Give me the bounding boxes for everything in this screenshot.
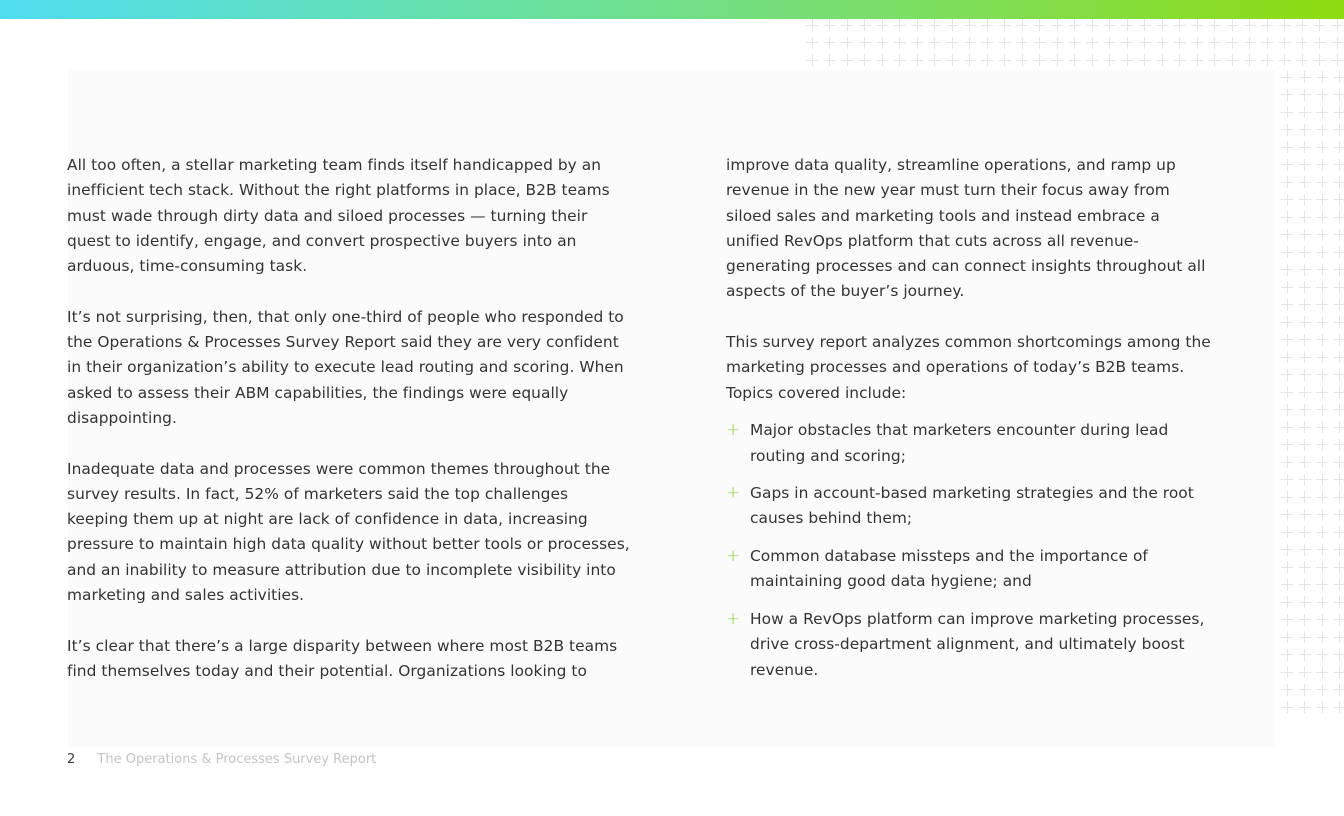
plus-pattern-glyph [1299, 684, 1311, 696]
plus-pattern-glyph [1316, 124, 1328, 136]
plus-pattern-glyph [1331, 54, 1343, 66]
plus-pattern-glyph [1261, 37, 1273, 49]
plus-pattern-glyph [1034, 54, 1046, 66]
plus-pattern-glyph [1281, 614, 1293, 626]
plus-pattern-glyph [1016, 54, 1028, 66]
plus-pattern-glyph [981, 37, 993, 49]
plus-pattern-glyph [1281, 141, 1293, 153]
plus-pattern-glyph [1174, 37, 1186, 49]
plus-pattern-glyph [1334, 421, 1344, 433]
plus-pattern-glyph [1334, 281, 1344, 293]
plus-pattern-glyph [1314, 37, 1326, 49]
plus-pattern-glyph [1334, 211, 1344, 223]
plus-pattern-glyph [1281, 474, 1293, 486]
plus-pattern-glyph [1281, 316, 1293, 328]
plus-pattern-glyph [841, 54, 853, 66]
plus-pattern-glyph [1299, 474, 1311, 486]
list-item-text: Major obstacles that marketers encounter during lead routing and scoring; [750, 421, 1169, 465]
plus-pattern-glyph [1334, 194, 1344, 206]
plus-pattern-glyph [1281, 194, 1293, 206]
plus-pattern-glyph [1316, 71, 1328, 83]
plus-pattern-glyph [1261, 19, 1273, 31]
plus-pattern-glyph [1281, 124, 1293, 136]
plus-pattern-glyph [1299, 596, 1311, 608]
plus-pattern-glyph [1334, 631, 1344, 643]
plus-pattern-glyph [1334, 299, 1344, 311]
plus-pattern-glyph [1334, 334, 1344, 346]
plus-pattern-glyph [1244, 19, 1256, 31]
plus-pattern-glyph [1069, 19, 1081, 31]
plus-pattern-glyph [1069, 37, 1081, 49]
plus-pattern-glyph [1299, 229, 1311, 241]
plus-pattern-glyph [1281, 561, 1293, 573]
plus-pattern-glyph [1261, 54, 1273, 66]
plus-pattern-glyph [1334, 456, 1344, 468]
plus-pattern-glyph [1281, 211, 1293, 223]
plus-pattern-glyph [1281, 649, 1293, 661]
plus-pattern-glyph [1299, 421, 1311, 433]
plus-pattern-glyph [999, 37, 1011, 49]
plus-pattern-glyph [1209, 19, 1221, 31]
plus-pattern-glyph [1316, 491, 1328, 503]
plus-pattern-glyph [1281, 526, 1293, 538]
plus-pattern-glyph [1334, 701, 1344, 713]
plus-pattern-glyph [1281, 684, 1293, 696]
plus-pattern-glyph [859, 19, 871, 31]
plus-pattern-glyph [1316, 211, 1328, 223]
plus-pattern-glyph [1279, 54, 1291, 66]
plus-pattern-glyph [1121, 37, 1133, 49]
plus-pattern-glyph [1316, 474, 1328, 486]
plus-pattern-glyph [1334, 264, 1344, 276]
plus-pattern-glyph [1316, 281, 1328, 293]
plus-pattern-glyph [1299, 246, 1311, 258]
plus-pattern-glyph [1316, 159, 1328, 171]
footer-document-title: The Operations & Processes Survey Report [97, 752, 377, 767]
plus-pattern-glyph [1281, 351, 1293, 363]
plus-pattern-glyph [1281, 596, 1293, 608]
plus-pattern-glyph [1334, 351, 1344, 363]
plus-pattern-glyph [1281, 666, 1293, 678]
plus-pattern-glyph [1299, 561, 1311, 573]
plus-icon: + [726, 483, 741, 504]
plus-pattern-glyph [1331, 19, 1343, 31]
plus-pattern-glyph [1191, 37, 1203, 49]
plus-pattern-glyph [1281, 386, 1293, 398]
plus-pattern-glyph [1316, 369, 1328, 381]
plus-pattern-glyph [1299, 351, 1311, 363]
plus-pattern-glyph [1316, 264, 1328, 276]
plus-pattern-glyph [1281, 176, 1293, 188]
plus-pattern-glyph [911, 19, 923, 31]
plus-pattern-glyph [1316, 246, 1328, 258]
plus-pattern-glyph [1051, 19, 1063, 31]
plus-pattern-glyph [876, 54, 888, 66]
plus-pattern-glyph [824, 54, 836, 66]
plus-pattern-glyph [1299, 526, 1311, 538]
plus-pattern-glyph [1334, 229, 1344, 241]
plus-pattern-glyph [1139, 37, 1151, 49]
plus-pattern-glyph [1334, 561, 1344, 573]
plus-pattern-glyph [1156, 37, 1168, 49]
plus-pattern-glyph [806, 19, 818, 31]
topics-list [726, 418, 1216, 683]
plus-pattern-glyph [1316, 456, 1328, 468]
plus-pattern-glyph [1314, 54, 1326, 66]
plus-pattern-glyph [1316, 561, 1328, 573]
list-item [726, 544, 1216, 595]
plus-pattern-glyph [1281, 246, 1293, 258]
plus-pattern-glyph [1279, 19, 1291, 31]
plus-pattern-glyph [1334, 369, 1344, 381]
plus-pattern-glyph [946, 37, 958, 49]
plus-pattern-glyph [894, 37, 906, 49]
plus-pattern-glyph [1334, 71, 1344, 83]
plus-pattern-glyph [1316, 89, 1328, 101]
list-item-text: Gaps in account-based marketing strategies and the root causes behind them; [750, 484, 1194, 528]
plus-pattern-glyph [1316, 596, 1328, 608]
plus-icon: + [726, 420, 741, 441]
plus-pattern-glyph [1334, 596, 1344, 608]
plus-pattern-glyph [1299, 456, 1311, 468]
plus-icon: + [726, 546, 741, 567]
plus-pattern-glyph [1281, 159, 1293, 171]
plus-pattern-glyph [1299, 369, 1311, 381]
plus-pattern-glyph [1299, 666, 1311, 678]
plus-pattern-glyph [1299, 579, 1311, 591]
plus-pattern-glyph [1299, 439, 1311, 451]
plus-pattern-glyph [1281, 89, 1293, 101]
plus-pattern-glyph [1281, 509, 1293, 521]
plus-pattern-glyph [1139, 54, 1151, 66]
plus-pattern-glyph [876, 19, 888, 31]
plus-pattern-glyph [1281, 404, 1293, 416]
plus-pattern-glyph [1281, 579, 1293, 591]
plus-pattern-glyph [1334, 246, 1344, 258]
plus-pattern-glyph [981, 19, 993, 31]
plus-pattern-glyph [1296, 37, 1308, 49]
plus-pattern-glyph [1316, 666, 1328, 678]
plus-pattern-glyph [1334, 614, 1344, 626]
plus-pattern-glyph [1334, 474, 1344, 486]
plus-pattern-glyph [1121, 54, 1133, 66]
plus-pattern-glyph [1209, 37, 1221, 49]
plus-pattern-glyph [999, 19, 1011, 31]
plus-pattern-glyph [1316, 421, 1328, 433]
plus-pattern-glyph [1299, 299, 1311, 311]
plus-pattern-glyph [1334, 684, 1344, 696]
plus-pattern-glyph [929, 19, 941, 31]
plus-pattern-glyph [1299, 701, 1311, 713]
plus-pattern-glyph [1281, 281, 1293, 293]
plus-pattern-glyph [1104, 37, 1116, 49]
plus-pattern-glyph [1281, 106, 1293, 118]
plus-pattern-glyph [1174, 19, 1186, 31]
page-number: 2 [67, 752, 76, 767]
plus-pattern-glyph [1316, 684, 1328, 696]
plus-pattern-glyph [1281, 421, 1293, 433]
plus-pattern-glyph [1104, 19, 1116, 31]
plus-pattern-glyph [1299, 264, 1311, 276]
plus-pattern-glyph [911, 37, 923, 49]
list-item-text: Common database missteps and the importance of maintaining good data hygiene; and [750, 547, 1148, 591]
list-item [726, 481, 1216, 532]
plus-pattern-glyph [946, 19, 958, 31]
plus-pattern-glyph [841, 19, 853, 31]
plus-pattern-glyph [1299, 316, 1311, 328]
plus-pattern-glyph [1316, 141, 1328, 153]
plus-pattern-glyph [1281, 334, 1293, 346]
plus-pattern-glyph [1316, 509, 1328, 521]
plus-pattern-glyph [1316, 194, 1328, 206]
plus-pattern-glyph [1316, 316, 1328, 328]
plus-pattern-glyph [1281, 299, 1293, 311]
plus-pattern-glyph [1299, 491, 1311, 503]
plus-pattern-glyph [1334, 386, 1344, 398]
plus-pattern-glyph [1299, 509, 1311, 521]
plus-pattern-glyph [1226, 54, 1238, 66]
plus-pattern-glyph [1299, 176, 1311, 188]
plus-pattern-glyph [894, 19, 906, 31]
plus-pattern-glyph [876, 37, 888, 49]
plus-pattern-glyph [1281, 71, 1293, 83]
plus-pattern-glyph [964, 19, 976, 31]
plus-pattern-glyph [1316, 106, 1328, 118]
plus-pattern-glyph [1299, 211, 1311, 223]
plus-pattern-glyph [1086, 37, 1098, 49]
plus-pattern-glyph [1281, 491, 1293, 503]
plus-pattern-glyph [859, 54, 871, 66]
paragraph-lead-routing: It’s not surprising, then, that only one-third of people who responded to the Operations & Processes Survey Report said they are very confident in their organization’s ability to execute lead routing and scoring. When asked to assess their ABM capabilities, the findings were equally disappointing. [67, 307, 624, 427]
plus-pattern-glyph [806, 37, 818, 49]
plus-pattern-glyph [1314, 19, 1326, 31]
plus-pattern-glyph [1334, 579, 1344, 591]
plus-pattern-glyph [1299, 89, 1311, 101]
plus-pattern-glyph [1191, 19, 1203, 31]
plus-pattern-glyph [929, 54, 941, 66]
plus-pattern-glyph [1156, 19, 1168, 31]
gradient-header-bar [0, 0, 1344, 19]
plus-pattern-glyph [1086, 54, 1098, 66]
plus-pattern-glyph [1316, 299, 1328, 311]
plus-pattern-glyph [1051, 37, 1063, 49]
plus-pattern-glyph [1299, 544, 1311, 556]
plus-pattern-glyph [1279, 37, 1291, 49]
plus-pattern-glyph [1334, 491, 1344, 503]
plus-icon: + [726, 608, 741, 629]
plus-pattern-glyph [1191, 54, 1203, 66]
plus-pattern-glyph [1281, 456, 1293, 468]
plus-pattern-glyph [1334, 141, 1344, 153]
plus-pattern-glyph [1296, 54, 1308, 66]
plus-pattern-glyph [1331, 37, 1343, 49]
plus-pattern-glyph [1316, 176, 1328, 188]
plus-pattern-glyph [1316, 386, 1328, 398]
plus-pattern-glyph [1334, 176, 1344, 188]
plus-pattern-glyph [1316, 649, 1328, 661]
plus-pattern-glyph [999, 54, 1011, 66]
plus-pattern-glyph [859, 37, 871, 49]
plus-pattern-glyph [981, 54, 993, 66]
plus-pattern-glyph [946, 54, 958, 66]
plus-pattern-glyph [1281, 701, 1293, 713]
plus-pattern-glyph [929, 37, 941, 49]
plus-pattern-glyph [1316, 351, 1328, 363]
plus-pattern-glyph [1299, 649, 1311, 661]
list-item [726, 418, 1216, 469]
plus-pattern-glyph [1086, 19, 1098, 31]
paragraph-intro: All too often, a stellar marketing team finds itself handicapped by an inefficient tech stack. Without the right platforms in place, B2B teams must wade through dirty data and siloed processes — turning their quest to identify, engage, and convert prospective buyers into an arduous, time-consuming task. [67, 156, 610, 276]
plus-pattern-glyph [1296, 19, 1308, 31]
plus-pattern-glyph [824, 37, 836, 49]
plus-pattern-glyph [1334, 106, 1344, 118]
plus-pattern-glyph [824, 19, 836, 31]
plus-pattern-glyph [1316, 526, 1328, 538]
plus-pattern-glyph [1334, 509, 1344, 521]
plus-pattern-glyph [1316, 439, 1328, 451]
plus-pattern-glyph [1299, 334, 1311, 346]
plus-pattern-glyph [1299, 71, 1311, 83]
plus-pattern-glyph [1334, 404, 1344, 416]
plus-pattern-glyph [1104, 54, 1116, 66]
plus-pattern-glyph [1299, 106, 1311, 118]
plus-pattern-glyph [1334, 666, 1344, 678]
plus-pattern-glyph [1334, 544, 1344, 556]
plus-pattern-glyph [1281, 544, 1293, 556]
plus-pattern-glyph [1299, 281, 1311, 293]
plus-pattern-glyph [1316, 544, 1328, 556]
left-column [67, 153, 632, 710]
plus-pattern-glyph [1226, 37, 1238, 49]
plus-pattern-glyph [1174, 54, 1186, 66]
plus-pattern-glyph [1316, 701, 1328, 713]
plus-pattern-glyph [1316, 229, 1328, 241]
plus-pattern-glyph [1334, 89, 1344, 101]
plus-pattern-glyph [1016, 37, 1028, 49]
plus-pattern-glyph [964, 37, 976, 49]
plus-pattern-glyph [1316, 614, 1328, 626]
plus-pattern-glyph [806, 54, 818, 66]
plus-pattern-glyph [1316, 404, 1328, 416]
plus-pattern-glyph [1334, 124, 1344, 136]
right-column [726, 153, 1216, 695]
plus-pattern-glyph [1139, 19, 1151, 31]
paragraph-topics-intro: This survey report analyzes common shortcomings among the marketing processes and operations of today’s B2B teams. Topics covered include: [726, 333, 1211, 402]
plus-pattern-glyph [1334, 316, 1344, 328]
plus-pattern-glyph [1209, 54, 1221, 66]
plus-pattern-glyph [1121, 19, 1133, 31]
plus-pattern-glyph [1156, 54, 1168, 66]
plus-pattern-glyph [1334, 526, 1344, 538]
plus-pattern-glyph [841, 37, 853, 49]
plus-pattern-glyph [1299, 614, 1311, 626]
plus-pattern-glyph [1316, 631, 1328, 643]
plus-pattern-glyph [1334, 649, 1344, 661]
plus-pattern-glyph [1299, 124, 1311, 136]
plus-pattern-glyph [1051, 54, 1063, 66]
plus-pattern-glyph [1281, 631, 1293, 643]
plus-pattern-glyph [1299, 194, 1311, 206]
plus-pattern-glyph [1281, 439, 1293, 451]
plus-pattern-glyph [1069, 54, 1081, 66]
plus-pattern-glyph [1281, 264, 1293, 276]
list-item-text: How a RevOps platform can improve marketing processes, drive cross-department alignment, and ultimately boost revenue. [750, 609, 1205, 679]
plus-pattern-glyph [964, 54, 976, 66]
plus-pattern-glyph [1299, 159, 1311, 171]
plus-pattern-glyph [1334, 439, 1344, 451]
plus-pattern-glyph [1226, 19, 1238, 31]
plus-pattern-glyph [894, 54, 906, 66]
plus-pattern-glyph [1016, 19, 1028, 31]
plus-pattern-glyph [1299, 404, 1311, 416]
plus-pattern-glyph [1244, 54, 1256, 66]
plus-pattern-glyph [1334, 159, 1344, 171]
plus-pattern-glyph [1299, 386, 1311, 398]
page-footer [67, 751, 376, 769]
list-item [726, 607, 1216, 683]
plus-pattern-glyph [1316, 579, 1328, 591]
plus-pattern-glyph [1299, 631, 1311, 643]
plus-pattern-glyph [1034, 19, 1046, 31]
plus-pattern-glyph [1316, 334, 1328, 346]
paragraph-disparity: It’s clear that there’s a large disparity between where most B2B teams find themselves today and their potential. Organizations looking to [67, 636, 618, 680]
plus-pattern-glyph [1244, 37, 1256, 49]
plus-pattern-glyph [1281, 229, 1293, 241]
plus-pattern-glyph [1281, 369, 1293, 381]
paragraph-revops: improve data quality, streamline operations, and ramp up revenue in the new year must turn their focus away from siloed sales and marketing tools and instead embrace a unified RevOps platform that cuts across all revenue-generating processes and can connect insights throughout all aspects of the buyer’s journey. [726, 156, 1206, 301]
paragraph-data-challenges: Inadequate data and processes were common themes throughout the survey results. In fact, 52% of marketers said the top challenges keeping them up at night are lack of confidence in data, increasing pressure to maintain high data quality without better tools or processes, and an inability to measure attribution due to incomplete visibility into marketing and sales activities. [67, 459, 630, 605]
plus-pattern-glyph [911, 54, 923, 66]
plus-pattern-glyph [1034, 37, 1046, 49]
plus-pattern-glyph [1299, 141, 1311, 153]
